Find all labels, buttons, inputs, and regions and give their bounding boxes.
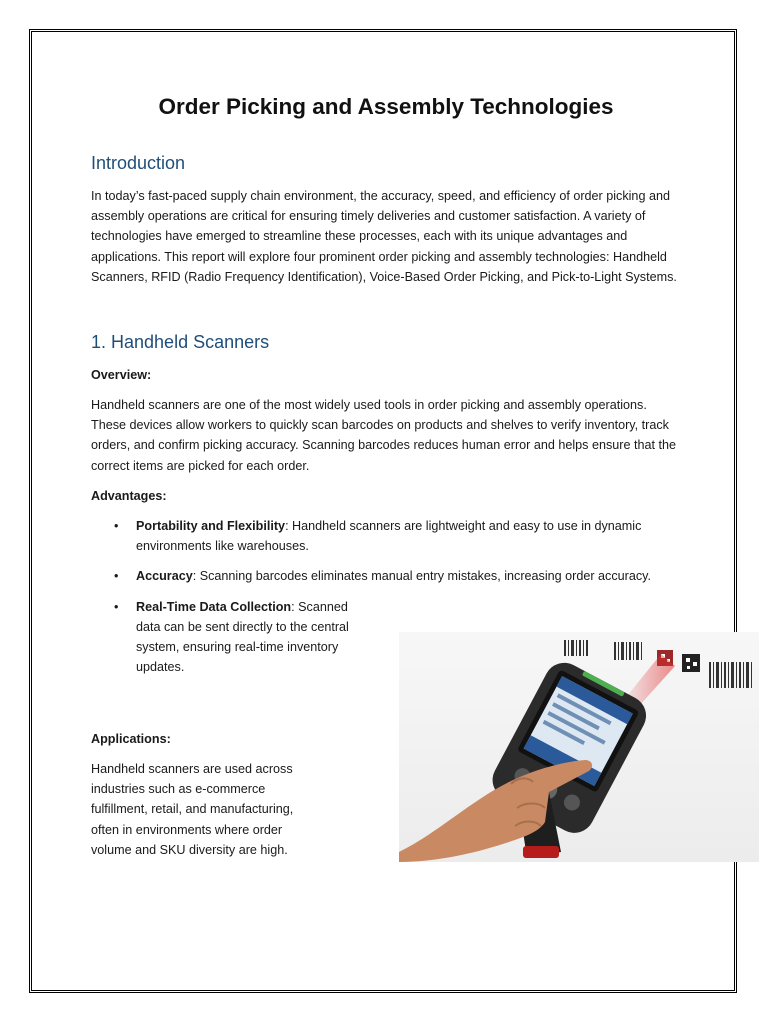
- overview-label: Overview:: [91, 368, 152, 382]
- advantages-label: Advantages:: [91, 489, 167, 503]
- advantage-text: : Handheld scanners are lightweight and easy to use in dynamic environments like warehouses.: [136, 519, 642, 554]
- advantage-text: : Scanned data can be sent directly to the central system, ensuring real-time inventory updates.: [136, 599, 349, 675]
- document-page: [31, 31, 735, 991]
- advantage-text: : Scanning barcodes eliminates manual entry mistakes, increasing order accuracy.: [192, 569, 651, 584]
- list-item: [91, 597, 366, 678]
- list-item: [91, 516, 681, 556]
- document-title: Order Picking and Assembly Technologies: [158, 94, 614, 119]
- scanner-illustration: [399, 632, 759, 862]
- applications-paragraph: Handheld scanners are used across industries such as e-commerce fulfillment, retail, and manufacturing, often in environments where order volume and SKU diversity are high.: [91, 762, 294, 857]
- applications-label: Applications:: [91, 732, 171, 746]
- advantage-term: Real-Time Data Collection: [136, 599, 292, 614]
- bullet-icon: •: [114, 569, 119, 584]
- list-item: [91, 566, 681, 586]
- overview-paragraph: Handheld scanners are one of the most widely used tools in order picking and assembly operations. These devices allow workers to quickly scan barcodes on products and shelves to verify inventory, track orders, and confirm picking accuracy. Scanning barcodes reduces human error and helps ensure that the correct items are picked for each order.: [91, 398, 677, 473]
- intro-paragraph: In today’s fast-paced supply chain environment, the accuracy, speed, and efficiency of order picking and assembly operations are critical for ensuring timely deliveries and customer satisfaction. A variety of technologies have emerged to streamline these processes, each with its unique advantages and applications. This report will explore four prominent order picking and assembly technologies: Handheld Scanners, RFID (Radio Frequency Identification), Voice-Based Order Picking, and Pick-to-Light Systems.: [91, 189, 677, 284]
- bullet-icon: •: [114, 599, 119, 614]
- handheld-scanner-image: [399, 632, 759, 862]
- section-heading-handheld-scanners: 1. Handheld Scanners: [91, 332, 270, 352]
- advantage-term: Portability and Flexibility: [136, 519, 286, 533]
- advantage-term: Accuracy: [136, 569, 193, 584]
- bullet-icon: •: [114, 519, 119, 533]
- intro-heading: Introduction: [91, 153, 186, 173]
